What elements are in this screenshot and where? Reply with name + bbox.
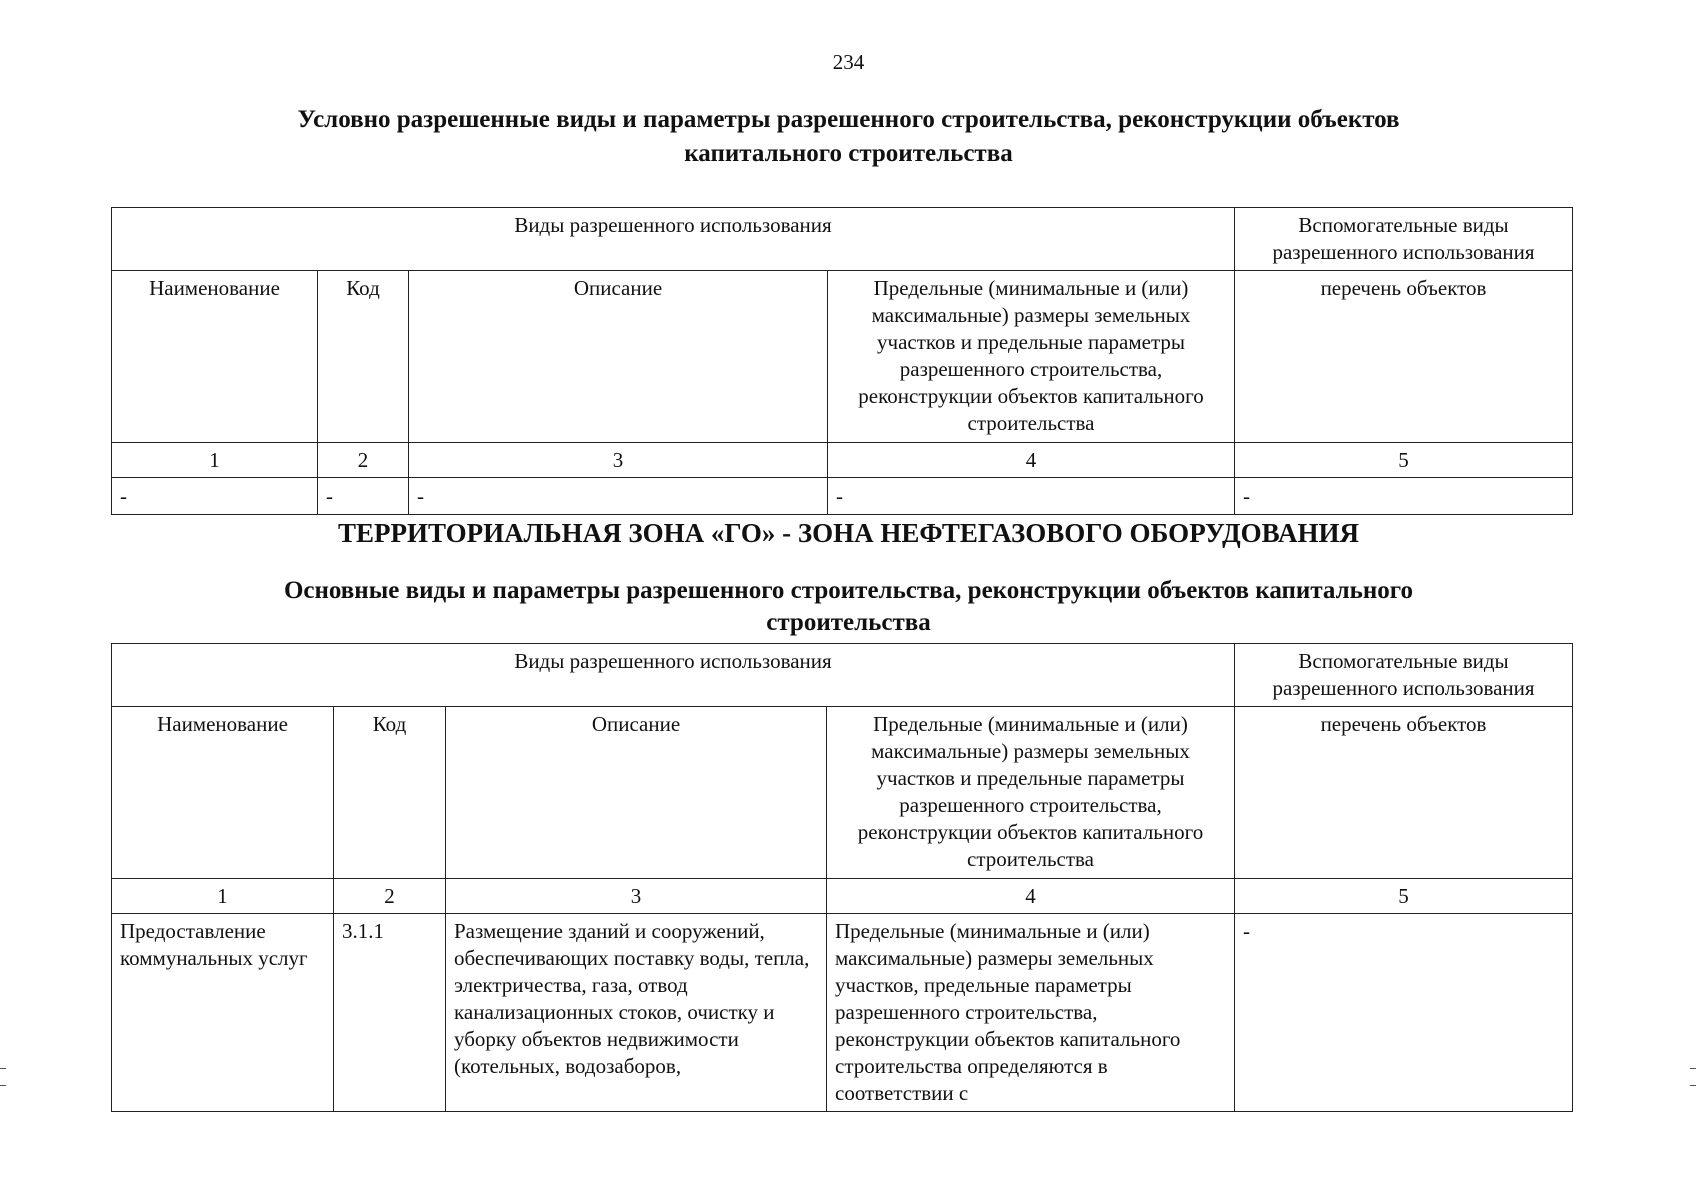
section2-title-line2: строительства [766, 609, 931, 636]
cell-params: - [828, 478, 1235, 515]
aux-header: Вспомогательные виды разрешенного использования [1235, 208, 1573, 271]
right-margin-mark [1690, 1068, 1696, 1086]
col-desc-header: Описание [409, 271, 828, 443]
col-code-header: Код [334, 707, 446, 879]
cell-desc: Размещение зданий и сооружений, обеспечивающих поставку воды, тепла, электричества, газа, отвод канализационных стоков, очистку и уборку объектов недвижимости (котельных, водозаборов, [446, 914, 827, 1112]
cell-list: - [1235, 914, 1573, 1112]
col-params-header: Предельные (минимальные и (или) максимальные) размеры земельных участков и предельные параметры разрешенного строительства, реконструкции объектов капитального строительства [827, 707, 1235, 879]
section2-title-line1: Основные виды и параметры разрешенного строительства, реконструкции объектов капитального [283, 577, 1414, 604]
table-row [112, 914, 1573, 1112]
main-uses-table [111, 643, 1573, 1112]
col-desc-header: Описание [446, 707, 827, 879]
col-list-header: перечень объектов [1235, 271, 1573, 443]
column-number: 4 [828, 443, 1235, 478]
column-number-row [112, 443, 1573, 478]
page-number: 234 [832, 50, 865, 74]
column-number-row [112, 879, 1573, 914]
col-name-header: Наименование [112, 271, 318, 443]
cell-desc: - [409, 478, 828, 515]
col-list-header: перечень объектов [1235, 707, 1573, 879]
column-number: 1 [112, 879, 334, 914]
cell-params: Предельные (минимальные и (или) максимальные) размеры земельных участков, предельные параметры разрешенного строительства, реконструкции объектов капитального строительства определяются в соответствии с [827, 914, 1235, 1112]
group-header: Виды разрешенного использования [112, 644, 1235, 707]
left-margin-mark [0, 1068, 6, 1086]
column-number: 3 [409, 443, 828, 478]
column-number: 5 [1235, 443, 1573, 478]
table-group-header-row [112, 208, 1573, 271]
table-column-header-row [112, 707, 1573, 879]
section1-title-line1: Условно разрешенные виды и параметры разрешенного строительства, реконструкции объектов [297, 106, 1400, 133]
column-number: 2 [318, 443, 409, 478]
cell-name: - [112, 478, 318, 515]
conditional-uses-table [111, 207, 1573, 515]
aux-header: Вспомогательные виды разрешенного использования [1235, 644, 1573, 707]
column-number: 5 [1235, 879, 1573, 914]
column-number: 2 [334, 879, 446, 914]
cell-list: - [1235, 478, 1573, 515]
cell-code: 3.1.1 [334, 914, 446, 1112]
cell-name: Предоставление коммунальных услуг [112, 914, 334, 1112]
col-params-header: Предельные (минимальные и (или) максимальные) размеры земельных участков и предельные параметры разрешенного строительства, реконструкции объектов капитального строительства [828, 271, 1235, 443]
column-number: 1 [112, 443, 318, 478]
table-column-header-row [112, 271, 1573, 443]
cell-code: - [318, 478, 409, 515]
table-row [112, 478, 1573, 515]
column-number: 4 [827, 879, 1235, 914]
col-code-header: Код [318, 271, 409, 443]
col-name-header: Наименование [112, 707, 334, 879]
table-group-header-row [112, 644, 1573, 707]
column-number: 3 [446, 879, 827, 914]
group-header: Виды разрешенного использования [112, 208, 1235, 271]
section1-title-line2: капитального строительства [684, 140, 1013, 167]
zone-title: ТЕРРИТОРИАЛЬНАЯ ЗОНА «ГО» - ЗОНА НЕФТЕГАЗОВОГО ОБОРУДОВАНИЯ [338, 518, 1359, 548]
